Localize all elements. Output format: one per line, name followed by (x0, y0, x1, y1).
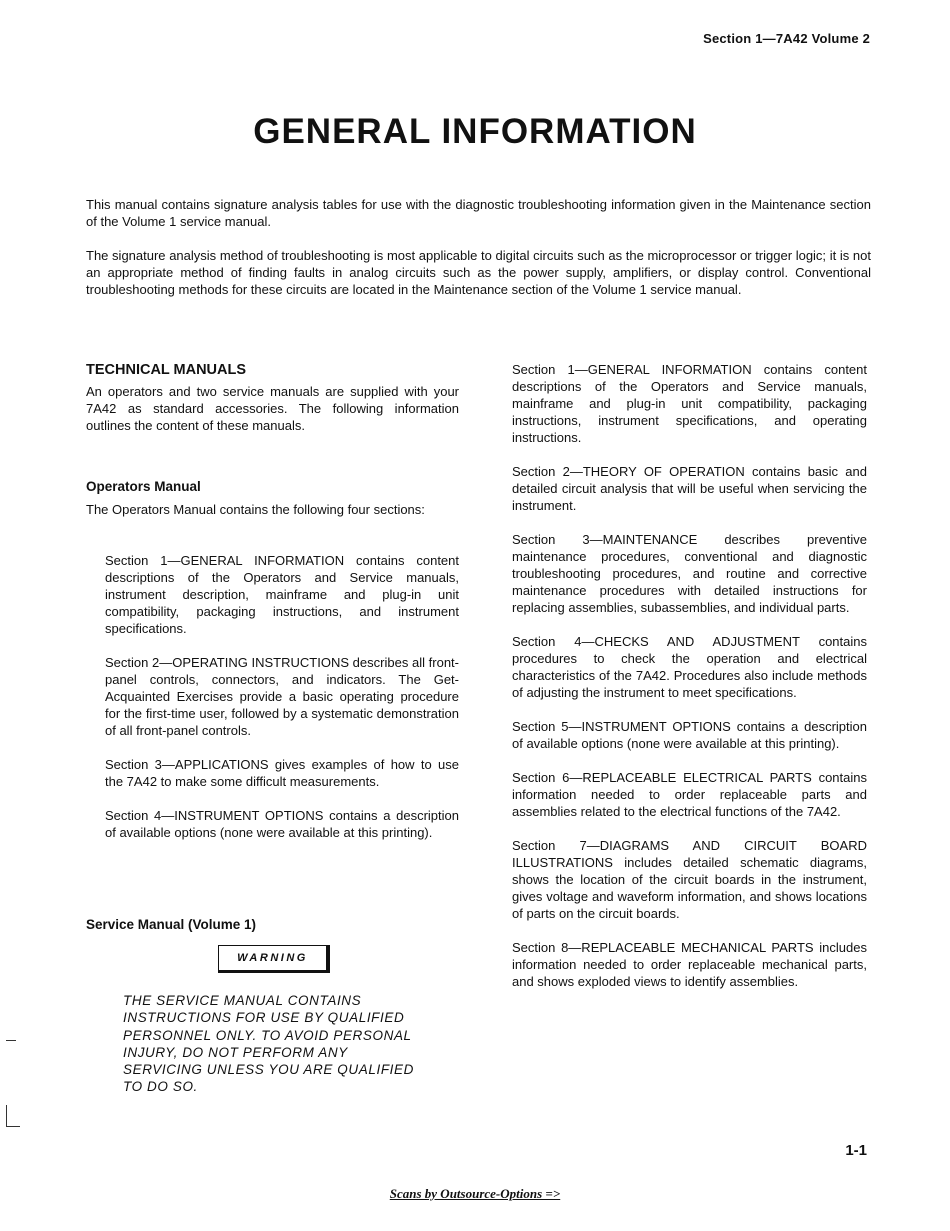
service-section-1: Section 1—GENERAL INFORMATION contains content descriptions of the Operators and Service manuals, mainframe and plug-in unit compatibility, packaging instructions, instrument specifications, and operating instructions. (512, 362, 867, 445)
service-section-6: Section 6—REPLACEABLE ELECTRICAL PARTS contains information needed to order replaceable parts and assemblies related to the electrical functions of the 7A42. (512, 770, 867, 819)
page-number: 1-1 (845, 1142, 867, 1159)
service-section-5: Section 5—INSTRUMENT OPTIONS contains a description of available options (none were available at this printing). (512, 719, 867, 751)
intro-paragraph-2: The signature analysis method of troubleshooting is most applicable to digital circuits such as the microprocessor or trigger logic; it is not an appropriate method of finding faults in analog circuits such as the power supply, amplifiers, or display control. Conventional troubleshooting methods for these circuits are located in the Maintenance section of the Volume 1 service manual. (86, 248, 871, 297)
service-manual-block (86, 916, 459, 933)
technical-manuals-text: An operators and two service manuals are supplied with your 7A42 as standard accessories. The following information outlines the content of these manuals. (86, 384, 459, 433)
margin-mark (6, 1126, 20, 1127)
service-section-4: Section 4—CHECKS AND ADJUSTMENT contains procedures to check the operation and electrical characteristics of the 7A42. Procedures also include methods of adjusting the instrument to meet specifications. (512, 634, 867, 700)
service-sections (512, 361, 867, 990)
technical-manuals-block (86, 362, 459, 434)
technical-manuals-heading: TECHNICAL MANUALS (86, 362, 247, 378)
warning-label: WARNING (237, 952, 308, 964)
margin-mark (6, 1105, 7, 1127)
operators-section-2: Section 2—OPERATING INSTRUCTIONS describes all front-panel controls, connectors, and indicators. The Get-Acquainted Exercises provide a basic operating procedure for the first-time user, followed by a systematic demonstration of all front-panel controls. (105, 655, 459, 738)
operators-section-3: Section 3—APPLICATIONS gives examples of how to use the 7A42 to make some difficult measurements. (105, 757, 459, 789)
operators-section-4: Section 4—INSTRUMENT OPTIONS contains a description of available options (none were available at this printing). (105, 808, 459, 840)
service-section-7: Section 7—DIAGRAMS AND CIRCUIT BOARD ILLUSTRATIONS includes detailed schematic diagrams, shows the location of the circuit boards in the instrument, gives voltage and waveform information, and shows locations of parts on the circuit boards. (512, 838, 867, 921)
scan-credit: Scans by Outsource-Options => (389, 1186, 561, 1201)
service-section-2: Section 2—THEORY OF OPERATION contains basic and detailed circuit analysis that will be useful when servicing the instrument. (512, 464, 867, 513)
operators-sections (86, 552, 459, 841)
service-section-3: Section 3—MAINTENANCE describes preventive maintenance procedures, conventional and diagnostic troubleshooting procedures, and routine and corrective maintenance procedures with detailed instructions for replacing assemblies, subassemblies, and individual parts. (512, 532, 867, 615)
service-manual-heading: Service Manual (Volume 1) (86, 917, 257, 932)
operators-manual-text: The Operators Manual contains the following four sections: (86, 502, 425, 517)
operators-manual-heading: Operators Manual (86, 479, 201, 494)
warning-box (218, 945, 330, 973)
margin-mark (6, 1040, 16, 1041)
intro-paragraph-1: This manual contains signature analysis tables for use with the diagnostic troubleshooting information given in the Maintenance section of the Volume 1 service manual. (86, 197, 871, 229)
page-title: GENERAL INFORMATION (253, 112, 697, 151)
operators-manual-block (86, 478, 459, 518)
service-section-8: Section 8—REPLACEABLE MECHANICAL PARTS includes information needed to order replaceable mechanical parts, and shows exploded views to identify assemblies. (512, 940, 867, 989)
running-header: Section 1—7A42 Volume 2 (703, 31, 870, 46)
warning-text: THE SERVICE MANUAL CONTAINS INSTRUCTIONS FOR USE BY QUALIFIED PERSONNEL ONLY. TO AVOID PERSONAL INJURY, DO NOT PERFORM ANY SERVICING UNLESS YOU ARE QUALIFIED TO DO SO. (123, 993, 414, 1095)
operators-section-1: Section 1—GENERAL INFORMATION contains content descriptions of the Operators and Service manuals, instrument description, mainframe and plug-in unit compatibility, packaging instructions, and instrument specifications. (105, 553, 459, 636)
